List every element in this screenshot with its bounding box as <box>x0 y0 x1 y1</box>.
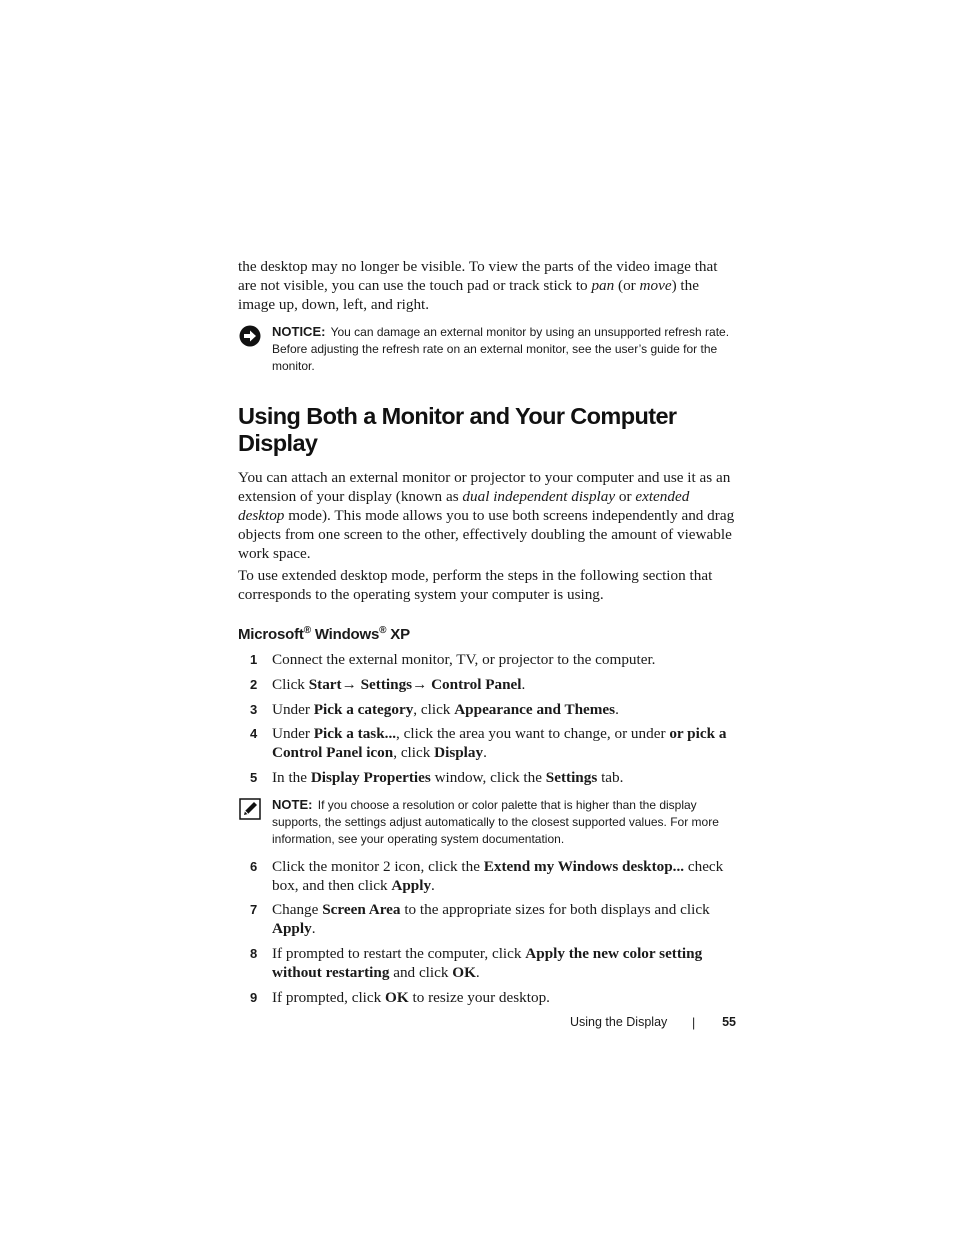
text-run: mode). This mode allows you to use both screens independently and drag objects from one screen to the other, effectively doubling the amount of viewable work space. <box>238 506 735 562</box>
ui-term: OK <box>452 963 476 981</box>
step-text: , click the area you want to change, or under <box>396 725 670 743</box>
ui-term: Pick a task... <box>313 725 397 743</box>
step-item <box>238 651 736 670</box>
step-item <box>238 676 736 695</box>
step-text: , click <box>413 700 455 718</box>
italic-pan: pan <box>591 276 615 294</box>
step-number: 3 <box>250 701 258 717</box>
registered-mark: ® <box>379 624 387 636</box>
step-number: 6 <box>250 858 258 874</box>
note-text: If you choose a resolution or color palette that is higher than the display supports, the settings adjust automatically to the closest supported values. For more information, see your operating system documentation. <box>272 797 719 846</box>
footer-section-title: Using the Display <box>570 1015 668 1029</box>
ui-term: Start <box>308 675 342 693</box>
intro-paragraph <box>238 258 736 314</box>
ui-term: Extend my Windows desktop... <box>483 857 685 875</box>
step-text: and click <box>389 963 453 981</box>
step-item <box>238 769 736 788</box>
page-number: 55 <box>722 1015 736 1029</box>
ui-term: Settings <box>360 675 413 693</box>
step-number: 2 <box>250 676 258 692</box>
text-run: Microsoft <box>238 625 304 643</box>
italic-term: extended desktop <box>238 488 690 524</box>
italic-term: dual independent display <box>462 488 616 506</box>
step-item <box>238 725 736 763</box>
step-text: tab. <box>597 768 624 786</box>
step-text: If prompted, click <box>272 988 386 1006</box>
section-heading: Using Both a Monitor and Your Computer Display <box>238 403 677 457</box>
steps-list <box>238 651 736 788</box>
pencil-note-icon <box>239 798 261 820</box>
subsection-heading <box>238 625 736 643</box>
step-text: . <box>521 675 526 693</box>
ui-term: Apply <box>272 920 312 938</box>
note-label: NOTE: <box>272 796 313 812</box>
step-number: 5 <box>250 769 258 785</box>
step-text: . <box>615 700 619 718</box>
paragraph-extended-desktop <box>238 469 736 563</box>
registered-mark: ® <box>303 624 311 636</box>
note-block <box>238 796 736 848</box>
step-item <box>238 858 736 896</box>
footer-separator: | <box>692 1016 696 1030</box>
step-number: 1 <box>250 651 258 667</box>
step-text: to the appropriate sizes for both displays and click <box>400 901 710 919</box>
text-run: the desktop may no longer be visible. To view the parts of the video image that are not visible, you can use the touch pad or track stick to <box>238 258 718 294</box>
ui-term: Control Panel <box>431 675 522 693</box>
text-run: XP <box>386 625 410 643</box>
step-text: Click the monitor 2 icon, click the <box>272 857 484 875</box>
notice-text: You can damage an external monitor by using an unsupported refresh rate. Before adjusting the refresh rate on an external monitor, see the user’s guide for the monitor. <box>272 325 730 374</box>
step-number: 4 <box>250 726 258 742</box>
ui-term: Apply the new color setting without restarting <box>272 944 703 981</box>
step-text: . <box>483 744 487 762</box>
notice-arrow-icon <box>239 325 261 347</box>
step-text: Change <box>272 901 323 919</box>
step-text: → <box>412 675 432 693</box>
notice-label: NOTICE: <box>272 324 326 340</box>
text-run: You can attach an external monitor or projector to your computer and use it as an extension of your display (known as <box>238 469 731 506</box>
page-content <box>238 258 736 1013</box>
step-text: to resize your desktop. <box>408 988 550 1006</box>
step-text: Under <box>272 700 314 718</box>
step-item <box>238 989 736 1008</box>
step-item <box>238 901 736 939</box>
step-text: . <box>475 963 480 981</box>
step-number: 7 <box>250 902 258 918</box>
step-text: Connect the external monitor, TV, or projector to the computer. <box>272 650 656 668</box>
text-run: Windows <box>310 625 380 643</box>
ui-term: Settings <box>545 768 598 786</box>
step-text: → <box>341 675 361 693</box>
step-text: . <box>431 876 435 894</box>
step-text: check box, and then click <box>272 857 724 894</box>
step-number: 9 <box>250 989 258 1005</box>
ui-term: Pick a category <box>313 700 414 718</box>
ui-term: Appearance and Themes <box>454 700 616 718</box>
step-text: If prompted to restart the computer, click <box>272 944 526 962</box>
step-item <box>238 701 736 720</box>
steps-list-continued <box>238 858 736 1008</box>
ui-term: or pick a Control Panel icon <box>272 725 727 762</box>
text-run: or <box>615 488 636 506</box>
text-run: ) the image up, down, left, and right. <box>238 276 699 313</box>
ui-term: Display Properties <box>310 768 431 786</box>
step-text: Under <box>272 725 314 743</box>
step-item <box>238 945 736 983</box>
step-text: window, click the <box>430 768 546 786</box>
step-text: . <box>311 920 316 938</box>
text-run: (or <box>614 276 640 294</box>
ui-term: Apply <box>391 876 432 894</box>
italic-move: move <box>639 276 672 294</box>
page-footer <box>570 1015 736 1029</box>
step-text: In the <box>272 768 311 786</box>
notice-block <box>238 323 736 375</box>
step-number: 8 <box>250 945 258 961</box>
ui-term: Screen Area <box>322 901 401 919</box>
step-text: , click <box>393 744 435 762</box>
step-text: Click <box>272 675 309 693</box>
ui-term: OK <box>385 988 409 1006</box>
ui-term: Display <box>434 744 484 762</box>
paragraph-instructions: To use extended desktop mode, perform the steps in the following section that corresponds to the operating system your computer is using. <box>238 567 713 604</box>
